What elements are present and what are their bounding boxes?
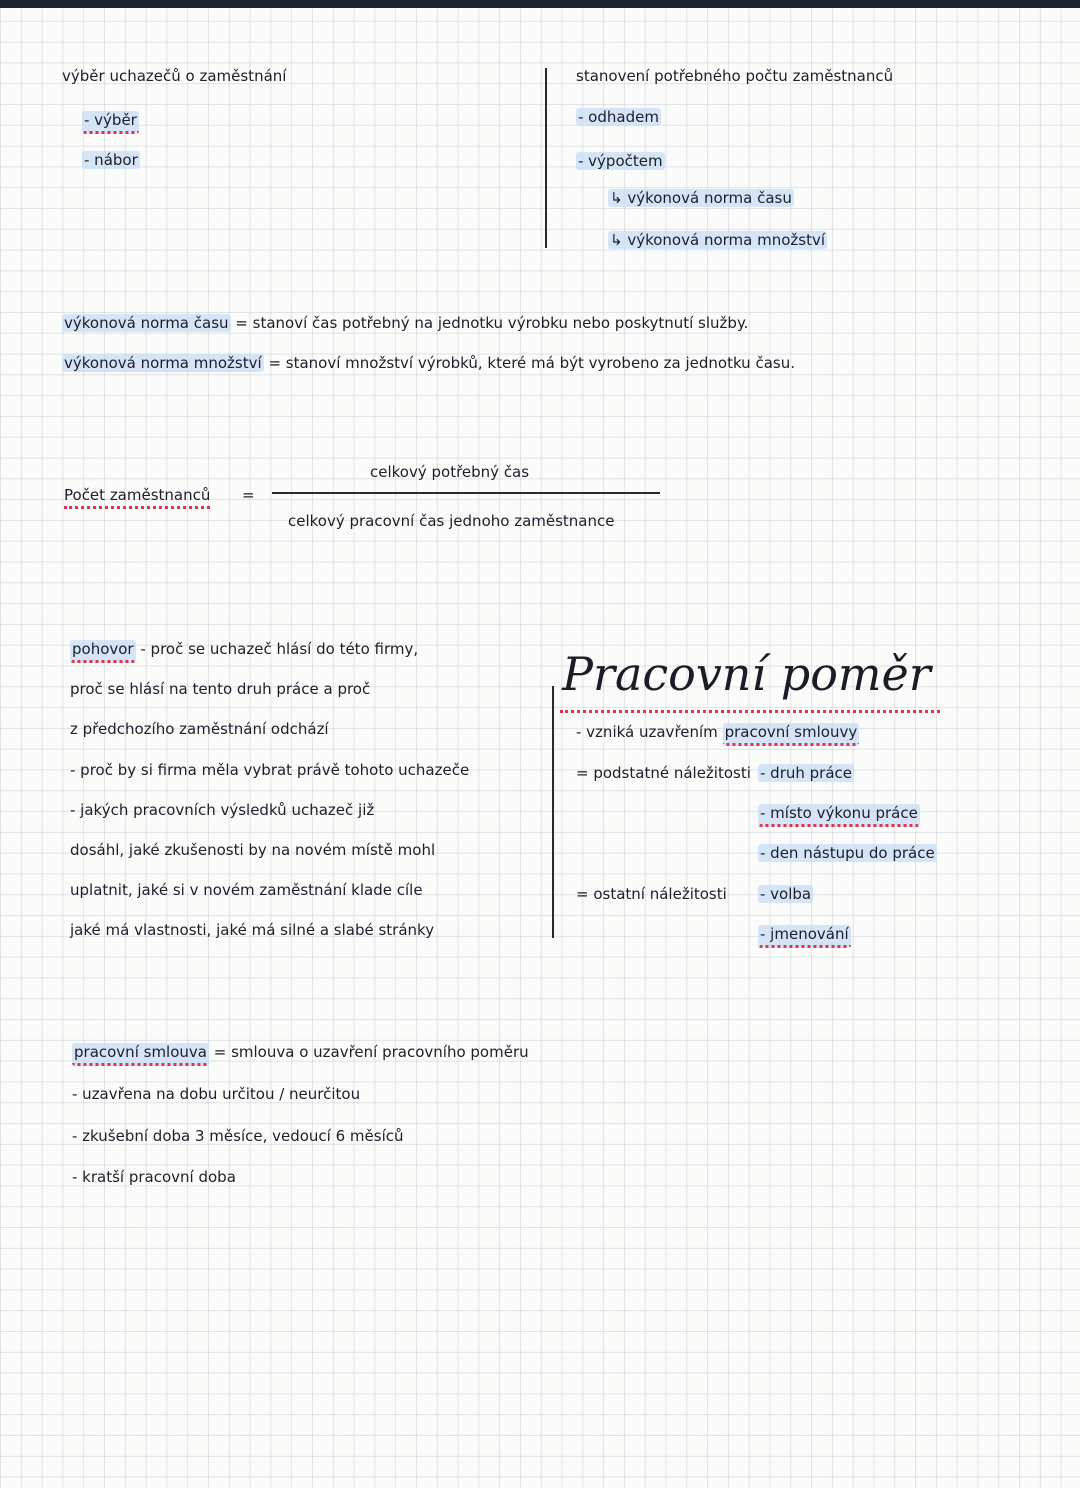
pomer-divider <box>552 686 554 938</box>
item-norma-mnozstvi <box>608 230 827 250</box>
formula-lhs-text: Počet zaměstnanců <box>64 486 210 509</box>
definition-norma-casu <box>62 313 748 333</box>
pohovor-line-4: - proč by si firma měla vybrat právě tohoto uchazeče <box>70 761 470 779</box>
pohovor-line-5: - jakých pracovních výsledků uchazeč již <box>70 801 375 819</box>
pohovor-line-2: proč se hlásí na tento druh práce a proč <box>70 680 371 698</box>
section-title-stanoveni: stanovení potřebného počtu zaměstnanců <box>576 67 894 85</box>
smlouva-line-3: - kratší pracovní doba <box>72 1168 236 1186</box>
pohovor-line-7: uplatnit, jaké si v novém zaměstnání klade cíle <box>70 881 423 899</box>
item-norma-casu-text: ↳ výkonová norma času <box>610 189 792 207</box>
item-odhadem-text: - odhadem <box>578 108 659 126</box>
ostatni-item-1 <box>758 884 813 904</box>
pomer-vznika-term: pracovní smlouvy <box>723 723 860 746</box>
item-norma-mnozstvi-text: ↳ výkonová norma množství <box>610 231 826 249</box>
smlouva-term: pracovní smlouva <box>72 1043 209 1066</box>
definition-norma-mnozstvi-text: = stanoví množství výrobků, které má být vyrobeno za jednotku času. <box>263 354 795 372</box>
item-vypoctem-text: - výpočtem <box>578 152 663 170</box>
formula-equals: = <box>242 486 255 504</box>
podstatne-item-1 <box>758 763 854 783</box>
podstatne-item-1-text: - druh práce <box>760 764 853 782</box>
heading-pracovni-pomer: Pracovní poměr <box>562 647 931 701</box>
smlouva-definition <box>72 1042 529 1062</box>
pomer-vznika <box>576 722 859 742</box>
fraction-bar <box>272 492 660 494</box>
item-odhadem <box>576 107 661 127</box>
item-nabor-text: - nábor <box>84 151 138 169</box>
pohovor-line-1-text: - proč se uchazeč hlásí do této firmy, <box>135 640 419 658</box>
definition-norma-casu-term: výkonová norma času <box>64 314 229 332</box>
pomer-ostatni: = ostatní náležitosti <box>576 885 727 903</box>
pohovor-term: pohovor <box>70 640 136 663</box>
pohovor-line-6: dosáhl, jaké zkušenosti by na novém místě mohl <box>70 841 436 859</box>
pomer-vznika-text: - vzniká uzavřením <box>576 723 723 741</box>
podstatne-item-3 <box>758 843 937 863</box>
ostatni-item-1-text: - volba <box>760 885 812 903</box>
pohovor-line-1 <box>70 639 418 659</box>
pomer-podstatne: = podstatné náležitosti <box>576 764 751 782</box>
pohovor-line-3: z předchozího zaměstnání odchází <box>70 720 329 738</box>
pohovor-line-8: jaké má vlastnosti, jaké má silné a slabé stránky <box>70 921 435 939</box>
item-norma-casu <box>608 188 794 208</box>
top-edge <box>0 0 1080 8</box>
item-vyber <box>82 110 139 130</box>
section-title-vyber: výběr uchazečů o zaměstnání <box>62 67 287 85</box>
formula-numerator: celkový potřebný čas <box>370 463 530 481</box>
ostatni-item-2 <box>758 924 851 944</box>
formula-denominator: celkový pracovní čas jednoho zaměstnance <box>288 512 615 530</box>
smlouva-def: = smlouva o uzavření pracovního poměru <box>208 1043 529 1061</box>
smlouva-line-1: - uzavřena na dobu určitou / neurčitou <box>72 1085 361 1103</box>
formula-lhs <box>64 485 210 505</box>
definition-norma-mnozstvi <box>62 353 795 373</box>
column-divider <box>545 68 547 248</box>
definition-norma-casu-text: = stanoví čas potřebný na jednotku výrobku nebo poskytnutí služby. <box>230 314 749 332</box>
podstatne-item-2-text: - místo výkonu práce <box>758 804 920 827</box>
podstatne-item-3-text: - den nástupu do práce <box>760 844 935 862</box>
podstatne-item-2 <box>758 803 920 823</box>
heading-underline <box>560 710 940 713</box>
item-vypoctem <box>576 151 665 171</box>
ostatni-item-2-text: - jmenování <box>758 925 851 948</box>
smlouva-line-2: - zkušební doba 3 měsíce, vedoucí 6 měsíců <box>72 1127 404 1145</box>
item-nabor <box>82 150 140 170</box>
definition-norma-mnozstvi-term: výkonová norma množství <box>64 354 262 372</box>
item-vyber-text: - výběr <box>82 111 139 134</box>
